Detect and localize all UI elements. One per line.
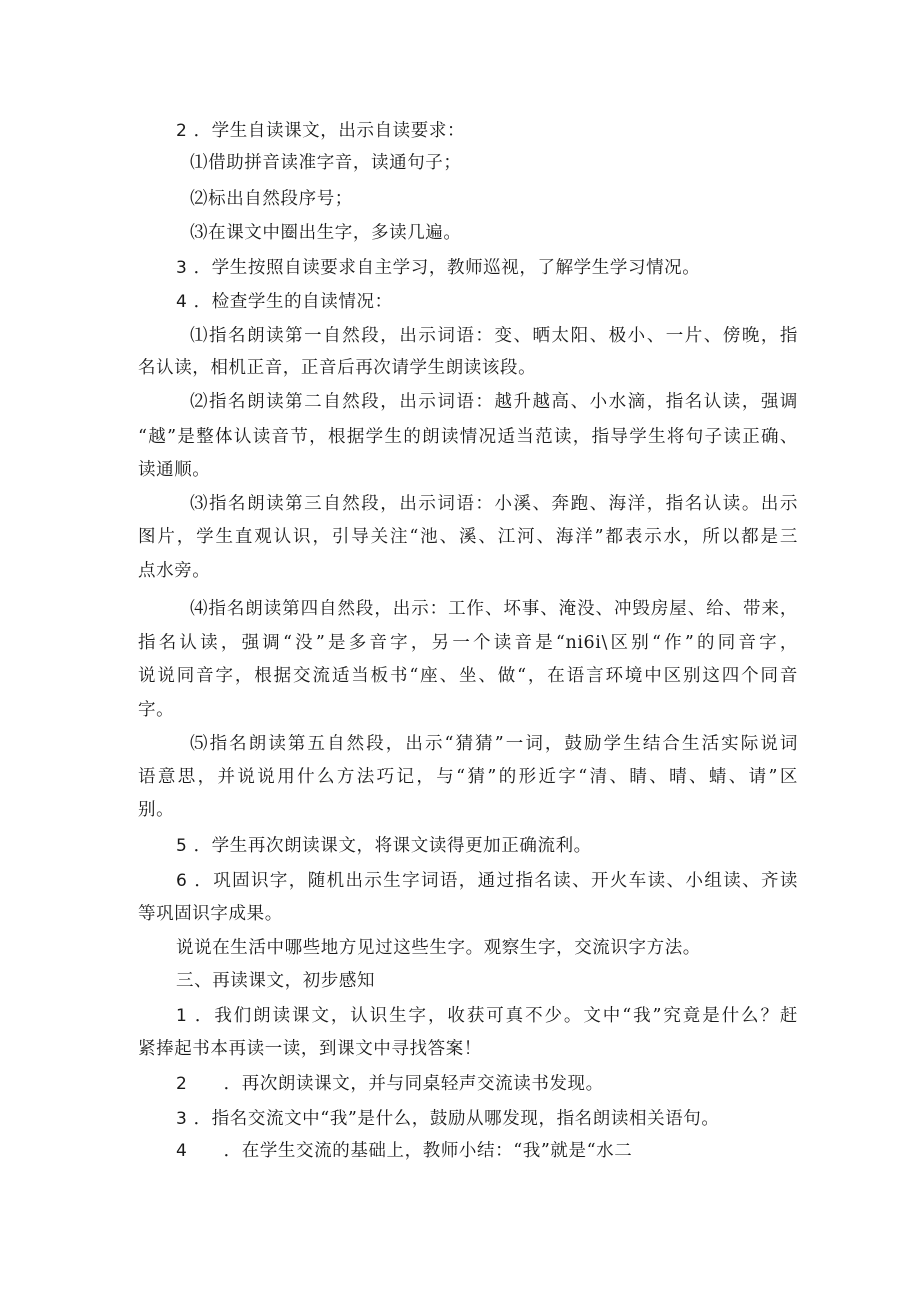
text-line [138,901,798,927]
line-text: ．检查学生的自读情况： [187,292,393,312]
text-line [138,968,798,994]
text-line [138,868,798,894]
line-text: “越”是整体认读音节，根据学生的朗读情况适当范读，指导学生将句子读正确、 [138,427,798,447]
text-line [138,220,798,246]
line-text: ⑵标出自然段序号； [190,189,353,209]
line-text: ．我们朗读课文，认识生字，收获可真不少。文中“我”究竟是什么？赶 [187,1006,798,1026]
item-number: 2 [176,121,188,141]
line-text: 别。 [138,800,175,820]
line-text: 读通顺。 [138,460,211,480]
line-text: 三、再读课文，初步感知 [176,971,376,991]
line-text: ⑴指名朗读第一自然段，出示词语：变、晒太阳、极小、一片、傍晚，指 [190,326,798,346]
text-line [138,355,798,381]
line-text: ．学生自读课文，出示自读要求： [187,121,466,141]
text-line [138,596,798,622]
text-line [138,323,798,349]
line-text: 等巩固识字成果。 [138,904,283,924]
item-number: 1 [176,1006,188,1026]
line-text: ．巩固识字，随机出示生字词语，通过指名读、开火车读、小组读、齐读 [187,871,798,891]
item-number: 2 [176,1074,188,1094]
line-text: ⑵指名朗读第二自然段，出示词语：越升越高、小水滴，指名认读，强调 [190,392,798,412]
text-line [138,424,798,450]
text-line [138,289,798,315]
item-number: 6 [176,871,188,891]
text-line [138,630,798,656]
item-number: 3 [176,1109,188,1129]
line-text: 说说在生活中哪些地方见过这些生字。观察生字，交流识字方法。 [176,938,701,958]
item-number: 4 [176,292,188,312]
line-text: ⑷指名朗读第四自然段，出示：工作、坏事、淹没、冲毁房屋、给、带来， [190,599,798,619]
text-line [138,118,798,144]
line-text: 图片，学生直观认识，引导关注“池、溪、江河、海洋”都表示水，所以都是三 [138,527,798,547]
text-line [138,731,798,757]
line-text: 语意思，并说说用什么方法巧记，与“猜”的形近字“清、睛、晴、蜻、请”区 [138,767,798,787]
line-text: ⑶指名朗读第三自然段，出示词语：小溪、奔跑、海洋，指名认读。出示 [190,494,798,514]
text-line [138,697,798,723]
text-line [138,186,798,212]
text-line [138,255,798,281]
text-line [138,764,798,790]
text-line [138,389,798,415]
text-line [138,1071,798,1097]
text-line [138,491,798,517]
line-text: ．再次朗读课文，并与同桌轻声交流读书发现。 [187,1074,604,1094]
line-text: ⑶在课文中圈出生字，多读几遍。 [190,223,462,243]
text-line [138,1106,798,1132]
text-line [138,524,798,550]
item-number: 5 [176,836,188,856]
line-text: ．在学生交流的基础上，教师小结：“我”就是“水二 [187,1141,633,1161]
text-line [138,1036,798,1062]
line-text: ．学生按照自读要求自主学习，教师巡视，了解学生学习情况。 [187,258,701,278]
text-line [138,833,798,859]
line-text: ．学生再次朗读课文，将课文读得更加正确流利。 [187,836,592,856]
text-line [138,935,798,961]
text-line [138,558,798,584]
line-text: ．指名交流文中“我”是什么，鼓励从哪发现，指名朗读相关语句。 [187,1109,720,1129]
line-text: ⑴借助拼音读准字音，读通句子； [190,153,462,173]
text-line [138,797,798,823]
line-text: ⑸指名朗读第五自然段，出示“猜猜”一词，鼓励学生结合生活实际说词 [190,734,798,754]
text-line [138,150,798,176]
text-line [138,457,798,483]
item-number: 3 [176,258,188,278]
line-text: 点水旁。 [138,561,211,581]
line-text: 紧捧起书本再读一读，到课文中寻找答案！ [138,1039,482,1059]
line-text: 名认读，相机正音，正音后再次请学生朗读该段。 [138,358,537,378]
line-text: 指名认读，强调“没”是多音字，另一个读音是“ni6i\区别“作”的同音字， [138,633,798,653]
text-line [138,1138,798,1164]
item-number: 4 [176,1141,188,1161]
line-text: 说说同音字，根据交流适当板书“座、坐、做“，在语言环境中区别这四个同音 [138,666,798,686]
line-text: 字。 [138,700,175,720]
text-line [138,1003,798,1029]
text-line [138,663,798,689]
